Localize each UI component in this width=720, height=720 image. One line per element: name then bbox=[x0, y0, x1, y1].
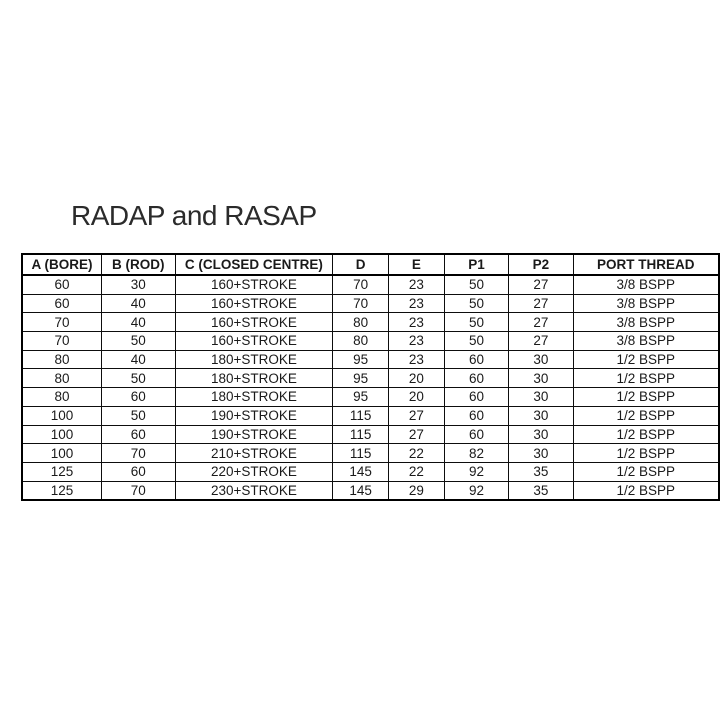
table-cell: 82 bbox=[444, 444, 508, 463]
table-cell: 180+STROKE bbox=[175, 369, 333, 388]
table-cell: 95 bbox=[333, 388, 389, 407]
table-cell: 3/8 BSPP bbox=[573, 313, 719, 332]
table-cell: 160+STROKE bbox=[175, 275, 333, 294]
table-cell: 1/2 BSPP bbox=[573, 350, 719, 369]
table-cell: 115 bbox=[333, 425, 389, 444]
table-cell: 125 bbox=[22, 481, 101, 500]
table-row bbox=[22, 294, 719, 313]
table-cell: 145 bbox=[333, 462, 389, 481]
table-cell: 30 bbox=[101, 275, 175, 294]
table-cell: 70 bbox=[333, 294, 389, 313]
table-cell: 60 bbox=[444, 425, 508, 444]
table-cell: 60 bbox=[444, 406, 508, 425]
table-cell: 3/8 BSPP bbox=[573, 332, 719, 351]
page-title: RADAP and RASAP bbox=[71, 200, 317, 231]
table-cell: 60 bbox=[101, 388, 175, 407]
table-cell: 23 bbox=[388, 294, 444, 313]
table-row bbox=[22, 275, 719, 294]
table-cell: 100 bbox=[22, 444, 101, 463]
column-header-p1: P1 bbox=[444, 254, 508, 275]
table-cell: 27 bbox=[509, 294, 573, 313]
table-cell: 27 bbox=[388, 406, 444, 425]
table-cell: 80 bbox=[333, 313, 389, 332]
table-row bbox=[22, 425, 719, 444]
table-cell: 80 bbox=[22, 369, 101, 388]
table-cell: 1/2 BSPP bbox=[573, 462, 719, 481]
table-cell: 50 bbox=[444, 275, 508, 294]
table-cell: 92 bbox=[444, 462, 508, 481]
table-row bbox=[22, 462, 719, 481]
table-cell: 95 bbox=[333, 350, 389, 369]
table-row bbox=[22, 313, 719, 332]
table-cell: 30 bbox=[509, 406, 573, 425]
table-cell: 125 bbox=[22, 462, 101, 481]
table-row bbox=[22, 332, 719, 351]
column-header-e: E bbox=[388, 254, 444, 275]
table-row bbox=[22, 481, 719, 500]
table-cell: 70 bbox=[22, 332, 101, 351]
spec-table-body bbox=[22, 275, 719, 500]
table-cell: 180+STROKE bbox=[175, 350, 333, 369]
table-cell: 60 bbox=[444, 350, 508, 369]
table-cell: 160+STROKE bbox=[175, 313, 333, 332]
table-cell: 1/2 BSPP bbox=[573, 406, 719, 425]
table-cell: 70 bbox=[333, 275, 389, 294]
table-cell: 27 bbox=[509, 332, 573, 351]
table-header-row bbox=[22, 254, 719, 275]
spec-table-head bbox=[22, 254, 719, 275]
table-cell: 1/2 BSPP bbox=[573, 369, 719, 388]
table-row bbox=[22, 388, 719, 407]
table-cell: 20 bbox=[388, 388, 444, 407]
table-row bbox=[22, 444, 719, 463]
table-cell: 60 bbox=[444, 369, 508, 388]
table-cell: 50 bbox=[444, 294, 508, 313]
table-cell: 40 bbox=[101, 350, 175, 369]
table-cell: 50 bbox=[101, 369, 175, 388]
table-cell: 23 bbox=[388, 350, 444, 369]
table-cell: 30 bbox=[509, 444, 573, 463]
column-header-d: D bbox=[333, 254, 389, 275]
column-header-port-thread: PORT THREAD bbox=[573, 254, 719, 275]
table-cell: 35 bbox=[509, 481, 573, 500]
table-cell: 1/2 BSPP bbox=[573, 388, 719, 407]
table-cell: 60 bbox=[22, 294, 101, 313]
table-cell: 23 bbox=[388, 275, 444, 294]
table-cell: 190+STROKE bbox=[175, 406, 333, 425]
table-cell: 27 bbox=[509, 275, 573, 294]
table-cell: 23 bbox=[388, 332, 444, 351]
table-cell: 23 bbox=[388, 313, 444, 332]
table-cell: 29 bbox=[388, 481, 444, 500]
table-cell: 22 bbox=[388, 444, 444, 463]
table-cell: 30 bbox=[509, 425, 573, 444]
table-cell: 40 bbox=[101, 313, 175, 332]
table-cell: 1/2 BSPP bbox=[573, 444, 719, 463]
spec-table bbox=[21, 253, 720, 501]
table-cell: 20 bbox=[388, 369, 444, 388]
table-cell: 70 bbox=[22, 313, 101, 332]
table-cell: 1/2 BSPP bbox=[573, 481, 719, 500]
table-cell: 30 bbox=[509, 350, 573, 369]
table-cell: 22 bbox=[388, 462, 444, 481]
table-row bbox=[22, 350, 719, 369]
table-cell: 100 bbox=[22, 406, 101, 425]
table-cell: 27 bbox=[388, 425, 444, 444]
table-cell: 3/8 BSPP bbox=[573, 294, 719, 313]
table-cell: 35 bbox=[509, 462, 573, 481]
table-cell: 70 bbox=[101, 481, 175, 500]
table-cell: 95 bbox=[333, 369, 389, 388]
table-cell: 50 bbox=[101, 332, 175, 351]
table-cell: 92 bbox=[444, 481, 508, 500]
table-cell: 115 bbox=[333, 406, 389, 425]
table-cell: 50 bbox=[101, 406, 175, 425]
table-cell: 80 bbox=[22, 350, 101, 369]
table-cell: 40 bbox=[101, 294, 175, 313]
table-cell: 30 bbox=[509, 369, 573, 388]
table-cell: 70 bbox=[101, 444, 175, 463]
table-cell: 60 bbox=[101, 462, 175, 481]
table-cell: 80 bbox=[333, 332, 389, 351]
table-cell: 50 bbox=[444, 332, 508, 351]
column-header-b-rod: B (ROD) bbox=[101, 254, 175, 275]
table-cell: 210+STROKE bbox=[175, 444, 333, 463]
table-cell: 30 bbox=[509, 388, 573, 407]
table-cell: 160+STROKE bbox=[175, 294, 333, 313]
table-cell: 100 bbox=[22, 425, 101, 444]
table-cell: 160+STROKE bbox=[175, 332, 333, 351]
table-cell: 60 bbox=[444, 388, 508, 407]
table-cell: 1/2 BSPP bbox=[573, 425, 719, 444]
table-row bbox=[22, 369, 719, 388]
table-cell: 27 bbox=[509, 313, 573, 332]
table-cell: 190+STROKE bbox=[175, 425, 333, 444]
table-cell: 220+STROKE bbox=[175, 462, 333, 481]
table-cell: 230+STROKE bbox=[175, 481, 333, 500]
table-row bbox=[22, 406, 719, 425]
table-cell: 50 bbox=[444, 313, 508, 332]
table-cell: 145 bbox=[333, 481, 389, 500]
table-cell: 115 bbox=[333, 444, 389, 463]
column-header-p2: P2 bbox=[509, 254, 573, 275]
table-cell: 3/8 BSPP bbox=[573, 275, 719, 294]
table-cell: 60 bbox=[22, 275, 101, 294]
column-header-a-bore: A (BORE) bbox=[22, 254, 101, 275]
table-cell: 60 bbox=[101, 425, 175, 444]
table-cell: 80 bbox=[22, 388, 101, 407]
table-cell: 180+STROKE bbox=[175, 388, 333, 407]
column-header-c-closed-centre: C (CLOSED CENTRE) bbox=[175, 254, 333, 275]
